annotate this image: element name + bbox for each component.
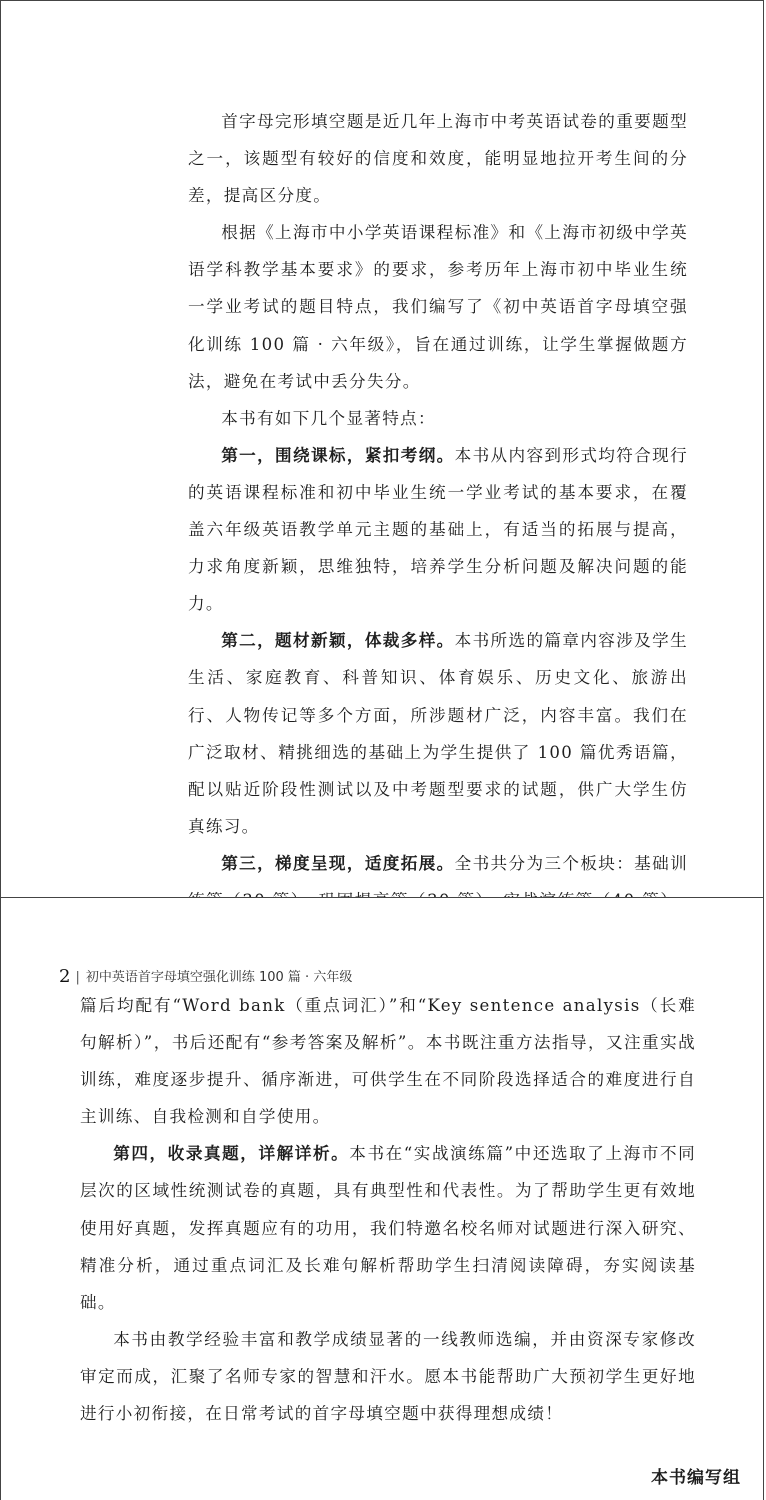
paragraph-feature-1 <box>188 437 688 622</box>
feature-4-text: 本书在“实战演练篇”中还选取了上海市不同层次的区域性统测试卷的真题，具有典型性和代表性。为了帮助学生更有效地使用好真题，发挥真题应有的功用，我们特邀名校名师对试题进行深入研究、精准分析，通过重点词汇及长难句解析帮助学生扫清阅读障碍，夯实阅读基础。 <box>80 1144 696 1312</box>
paragraph-closing: 本书由教学经验丰富和教学成绩显著的一线教师选编，并由资深专家修改审定而成，汇聚了名师专家的智慧和汗水。愿本书能帮助广大预初学生更好地进行小初衔接，在日常考试的首字母填空题中获得理想成绩！ <box>80 1329 696 1424</box>
paragraph-features-intro: 本书有如下几个显著特点： <box>221 408 436 428</box>
page-number: 2 <box>59 966 71 987</box>
paragraph-continued: 篇后均配有“Word bank（重点词汇）”和“Key sentence analysis（长难句解析）”，书后还配有“参考答案及解析”。本书既注重方法指导，又注重实战训练，难度逐步提升、循序渐进，可供学生在不同阶段选择适合的难度进行自主训练、自我检测和自学使用。 <box>80 996 696 1127</box>
feature-4-heading: 第四，收录真题，详解详析。 <box>113 1143 350 1164</box>
feature-3-heading: 第三，梯度呈现，适度拓展。 <box>221 852 455 873</box>
feature-2-heading: 第二，题材新颖，体裁多样。 <box>221 630 455 651</box>
page-bottom <box>0 897 764 1500</box>
running-header <box>59 966 352 987</box>
paragraph-basis: 根据《上海市中小学英语课程标准》和《上海市初级中学英语学科教学基本要求》的要求，参考历年上海市初中毕业生统一学业考试的题目特点，我们编写了《初中英语首字母填空强化训练 100 篇 · 六年级》，旨在通过训练，让学生掌握做题方法，避免在考试中丢分失分。 <box>188 223 688 391</box>
page-top-body <box>188 103 688 956</box>
paragraph-feature-2 <box>188 622 688 845</box>
feature-1-text: 本书从内容到形式均符合现行的英语课程标准和初中毕业生统一学业考试的基本要求，在覆盖六年级英语教学单元主题的基础上，有适当的拓展与提高，力求角度新颖，思维独特，培养学生分析问题及解决问题的能力。 <box>188 445 688 614</box>
header-title: 初中英语首字母填空强化训练 100 篇 · 六年级 <box>85 970 353 985</box>
header-separator: | <box>75 970 80 985</box>
signature: 本书编写组 <box>651 1468 741 1488</box>
paragraph-feature-4 <box>80 1135 696 1320</box>
paragraph-intro: 首字母完形填空题是近几年上海市中考英语试卷的重要题型之一，该题型有较好的信度和效度，能明显地拉开考生间的分差，提高区分度。 <box>188 112 688 206</box>
page-bottom-body <box>80 987 696 1432</box>
feature-2-text: 本书所选的篇章内容涉及学生生活、家庭教育、科普知识、体育娱乐、历史文化、旅游出行、人物传记等多个方面，所涉题材广泛，内容丰富。我们在广泛取材、精挑细选的基础上为学生提供了 100 篇优秀语篇，配以贴近阶段性测试以及中考题型要求的试题，供广大学生仿真练习。 <box>188 631 688 836</box>
feature-1-heading: 第一，围绕课标，紧扣考纲。 <box>221 444 455 465</box>
feature-3-text: 全书共分为三个板块：基础训 <box>454 853 688 873</box>
